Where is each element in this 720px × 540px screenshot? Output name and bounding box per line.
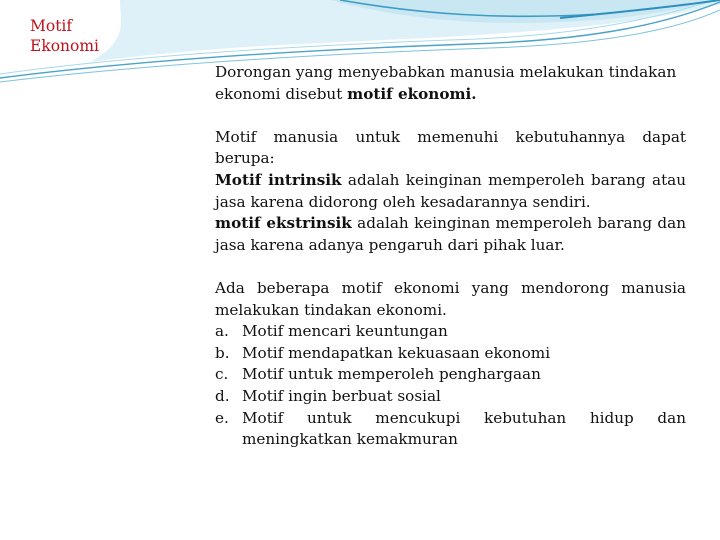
extrinsic-term: motif ekstrinsik — [215, 214, 352, 233]
motif-types-paragraph — [215, 127, 686, 257]
list-item — [215, 321, 686, 343]
slide-title-line-1: Motif — [30, 17, 73, 35]
list-item-text — [242, 408, 686, 451]
slide-title — [30, 16, 99, 56]
list-marker: d. — [215, 386, 230, 405]
intrinsic-term: Motif intrinsik — [215, 170, 342, 189]
list-item — [215, 364, 686, 386]
list-marker: c. — [215, 365, 229, 384]
list-item-text-line-1: Motif untuk mencukupi kebutuhan hidup dan — [242, 408, 686, 427]
slide-body — [215, 62, 686, 472]
list-item — [215, 343, 686, 365]
list-item — [215, 386, 686, 408]
list-marker: b. — [215, 343, 230, 362]
list-item-text-line-2: meningkatkan kemakmuran — [242, 430, 458, 449]
motif-list-paragraph — [215, 278, 686, 451]
list-marker: e. — [215, 408, 229, 427]
definition-paragraph — [215, 62, 686, 105]
extrinsic-line-2: jasa karena adanya pengaruh dari pihak luar. — [215, 235, 565, 254]
types-intro-line-1: Motif manusia untuk memenuhi kebutuhannya dapat — [215, 127, 686, 146]
list-item-text: Motif mendapatkan kekuasaan ekonomi — [242, 343, 551, 362]
list-item-text: Motif untuk memperoleh penghargaan — [242, 365, 541, 384]
list-marker: a. — [215, 322, 229, 341]
intrinsic-line-2: jasa karena didorong oleh kesadarannya sendiri. — [215, 192, 591, 211]
slide-title-line-2: Ekonomi — [30, 37, 100, 55]
definition-line-2 — [215, 84, 686, 106]
types-intro-line-2: berupa: — [215, 149, 275, 168]
list-item — [215, 408, 686, 451]
extrinsic-definition-start: adalah keinginan memperoleh barang dan — [351, 214, 686, 233]
definition-prefix: ekonomi disebut — [215, 84, 348, 103]
list-intro-line-1: Ada beberapa motif ekonomi yang mendorong manusia — [215, 278, 686, 297]
extrinsic-line-1 — [215, 213, 686, 235]
definition-term: motif ekonomi. — [347, 84, 477, 103]
list-intro-line-2: melakukan tindakan ekonomi. — [215, 300, 447, 319]
definition-line-1: Dorongan yang menyebabkan manusia melakukan tindakan — [215, 63, 677, 81]
intrinsic-definition-start: adalah keinginan memperoleh barang atau — [341, 170, 687, 189]
motif-list — [215, 321, 686, 451]
list-item-text: Motif mencari keuntungan — [242, 322, 448, 341]
intrinsic-line-1 — [215, 170, 686, 192]
list-item-text: Motif ingin berbuat sosial — [242, 386, 441, 405]
